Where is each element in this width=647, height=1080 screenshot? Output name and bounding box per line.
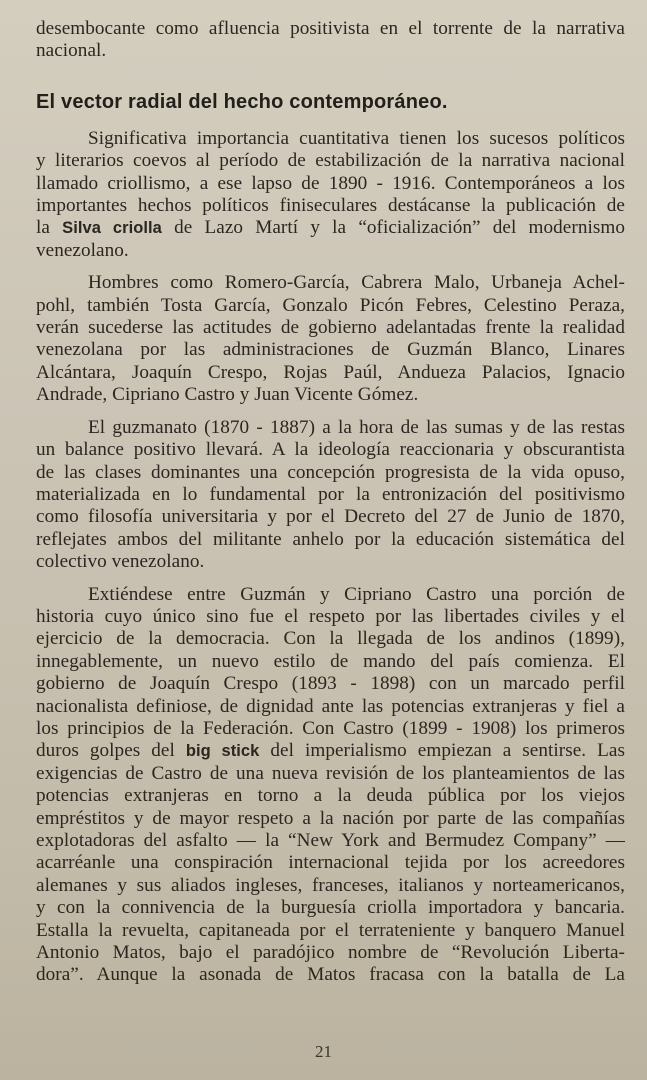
text-line	[36, 740, 625, 762]
text-line: El guzmanato (1870 - 1887) a la hora de las sumas y de las restas	[88, 416, 625, 438]
text-line: y con la connivencia de la burguesía criolla importadora y bancaria.	[36, 897, 625, 919]
text-line: Extiéndese entre Guzmán y Cipriano Castro una porción de	[88, 583, 625, 605]
intro-line: desembocante como afluencia positivista en el torrente de la narrativa	[36, 18, 625, 39]
intro-line: nacional.	[36, 40, 107, 62]
intro-paragraph	[36, 18, 625, 63]
section-heading: El vector radial del hecho contemporáneo.	[36, 90, 448, 113]
text-line: de las clases dominantes una concepción progresista de la vida opuso,	[36, 461, 625, 483]
page-number: 21	[315, 1042, 332, 1061]
text-line: venezolana por las administraciones de Guzmán Blanco, Linares	[36, 339, 625, 361]
text-line: y literarios coevos al período de estabilización de la narrativa nacional	[36, 150, 625, 172]
text-line: potencias extranjeras en torno a la deuda pública por los viejos	[36, 785, 625, 807]
text-line: Estalla la revuelta, capitaneada por el terrateniente y banquero Manuel	[36, 919, 625, 941]
text-line: Hombres como Romero-García, Cabrera Malo, Urbaneja Achel-	[88, 272, 625, 294]
text-fragment: del imperialismo empiezan a sentirse. Las	[270, 740, 625, 762]
text-line: ejercicio de la democracia. Con la llegada de los andinos (1899),	[36, 628, 625, 650]
big-stick-term: big stick	[185, 742, 260, 761]
text-line: explotadoras del asfalto — la “New York and Bermudez Company” —	[36, 830, 625, 851]
text-line: colectivo venezolano.	[36, 551, 205, 573]
text-line: venezolano.	[36, 239, 129, 261]
text-line: los principios de la Federación. Con Castro (1899 - 1908) los primeros	[36, 717, 625, 739]
text-line: gobierno de Joaquín Crespo (1893 - 1898) con un marcado perfil	[36, 673, 625, 695]
text-line: Antonio Matos, bajo el paradójico nombre de “Revolución Liberta-	[36, 942, 625, 964]
text-fragment: la	[36, 217, 50, 239]
text-line: como filosofía universitaria y por el Decreto del 27 de Junio de 1870,	[36, 506, 625, 528]
text-line: importantes hechos políticos finiseculares destácanse la publicación de	[36, 195, 625, 217]
text-line: reflejates ambos del militante anhelo por la educación sistemática del	[36, 528, 625, 550]
text-line: empréstitos y de mayor respeto a la nación por parte de las compañías	[36, 807, 625, 829]
text-line: Alcántara, Joaquín Crespo, Rojas Paúl, Andueza Palacios, Ignacio	[36, 361, 625, 383]
text-line: pohl, también Tosta García, Gonzalo Picón Febres, Celestino Peraza,	[36, 294, 625, 316]
text-line: historia cuyo único sino fue el respeto por las libertades civiles y el	[36, 605, 625, 627]
paragraph-4	[36, 584, 625, 987]
text-line: dora”. Aunque la asonada de Matos fracasa con la batalla de La	[36, 964, 625, 986]
text-line: exigencias de Castro de una nueva revisión de los planteamientos de las	[36, 762, 625, 784]
text-line: acarréanle una conspiración internacional tejida por los acreedores	[36, 852, 625, 874]
paragraph-2	[36, 272, 625, 406]
text-fragment: duros golpes del	[36, 740, 175, 762]
text-line: verán sucederse las actitudes de gobierno adelantadas frente la realidad	[36, 317, 625, 339]
text-line: Andrade, Cipriano Castro y Juan Vicente Gómez.	[36, 384, 419, 406]
text-line: materializada en lo fundamental por la entronización del positivismo	[36, 483, 625, 505]
text-line	[36, 217, 625, 239]
text-fragment: de Lazo Martí y la “oficialización” del modernismo	[174, 217, 625, 239]
book-title: Silva criolla	[62, 219, 162, 238]
text-line: Significativa importancia cuantitativa tienen los sucesos políticos	[88, 127, 625, 149]
text-line: innegablemente, un nuevo estilo de mando del país comienza. El	[36, 650, 625, 672]
text-line: un balance positivo llevará. A la ideología reaccionaria y obscurantista	[36, 439, 625, 461]
text-line: alemanes y sus aliados ingleses, franceses, italianos y norteamericanos,	[36, 874, 625, 896]
paragraph-3	[36, 417, 625, 574]
text-line: llamado criollismo, a ese lapso de 1890 - 1916. Contemporáneos a los	[36, 172, 625, 194]
text-line: nacionalista definiose, de dignidad ante las potencias extranjeras y fiel a	[36, 695, 625, 717]
paragraph-1	[36, 128, 625, 262]
